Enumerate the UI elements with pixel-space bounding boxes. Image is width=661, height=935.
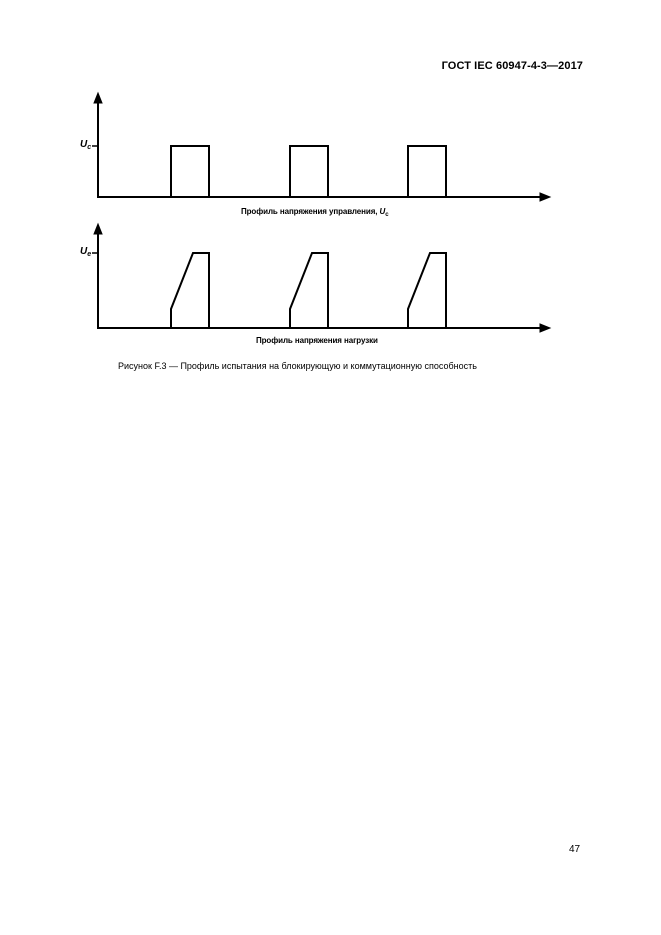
test-profile-figure: [0, 0, 661, 380]
control-x-axis-arrow: [540, 193, 550, 201]
control-plot-caption-subscript: c: [385, 212, 389, 218]
load-y-axis-subscript: e: [87, 251, 92, 258]
load-y-axis-label: [80, 247, 91, 258]
control-plot-caption: [241, 207, 388, 218]
control-y-axis-arrow: [94, 93, 102, 103]
page-number: 47: [569, 844, 581, 855]
load-plot-caption: Профиль напряжения нагрузки: [256, 336, 378, 345]
control-plot-caption-text: Профиль напряжения управления,: [241, 207, 380, 216]
control-pulse-1: [171, 146, 209, 197]
load-pulse-1: [171, 253, 209, 328]
control-plot-caption-symbol: U: [379, 207, 386, 216]
control-y-axis-subscript: c: [87, 144, 92, 151]
control-y-axis-symbol: U: [80, 139, 88, 150]
document-header-standard-id: ГОСТ IEC 60947-4-3—2017: [441, 60, 583, 72]
load-x-axis-arrow: [540, 324, 550, 332]
control-y-axis-label: [80, 140, 91, 151]
control-pulse-3: [408, 146, 446, 197]
figure-caption: Рисунок F.3 — Профиль испытания на блокирующую и коммутационную способность: [118, 361, 477, 371]
control-pulse-2: [290, 146, 328, 197]
control-voltage-plot: [0, 0, 661, 380]
load-y-axis-symbol: U: [80, 246, 88, 257]
load-pulse-2: [290, 253, 328, 328]
load-pulse-3: [408, 253, 446, 328]
load-y-axis-arrow: [94, 224, 102, 234]
